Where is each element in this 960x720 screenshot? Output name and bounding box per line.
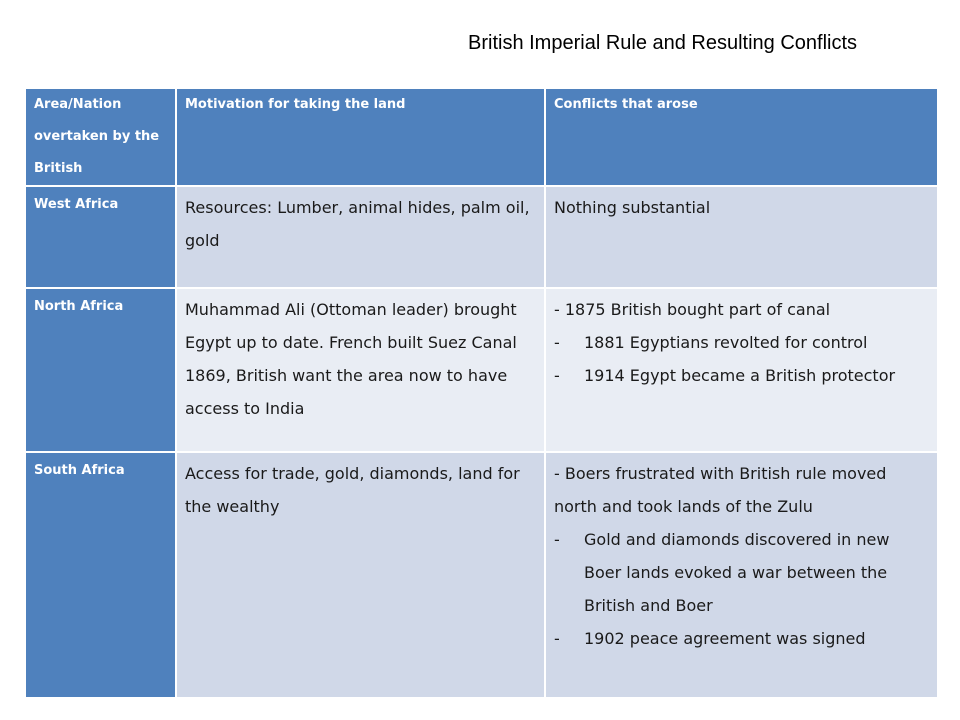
- conflict-item: Nothing substantial: [554, 198, 711, 217]
- conflict-item: - Gold and diamonds discovered in new Boer lands evoked a war between the British and Boer: [554, 523, 929, 622]
- conflict-item: - 1875 British bought part of canal: [554, 300, 831, 319]
- area-cell: North Africa: [25, 288, 176, 452]
- conflicts-cell: [545, 186, 938, 288]
- area-cell: West Africa: [25, 186, 176, 288]
- conflicts-cell: [545, 452, 938, 698]
- conflict-item: - 1881 Egyptians revolted for control: [554, 326, 929, 359]
- conflict-item: - Boers frustrated with British rule moved north and took lands of the Zulu: [554, 464, 887, 516]
- slide-title: British Imperial Rule and Resulting Conflicts: [468, 32, 858, 54]
- header-motivation: Motivation for taking the land: [176, 88, 545, 186]
- area-cell: South Africa: [25, 452, 176, 698]
- conflicts-cell: [545, 288, 938, 452]
- header-conflicts: Conflicts that arose: [545, 88, 938, 186]
- table-row-south-africa: [25, 452, 938, 698]
- conflict-item: - 1914 Egypt became a British protector: [554, 359, 929, 392]
- imperial-rule-table: [24, 87, 939, 699]
- table-row-north-africa: [25, 288, 938, 452]
- table-header-row: [25, 88, 938, 186]
- header-area: Area/Nation overtaken by the British: [25, 88, 176, 186]
- table-row-west-africa: [25, 186, 938, 288]
- motivation-cell: Muhammad Ali (Ottoman leader) brought Egypt up to date. French built Suez Canal 1869, British want the area now to have access to India: [176, 288, 545, 452]
- motivation-cell: Resources: Lumber, animal hides, palm oil, gold: [176, 186, 545, 288]
- motivation-cell: Access for trade, gold, diamonds, land for the wealthy: [176, 452, 545, 698]
- conflict-item: - 1902 peace agreement was signed: [554, 622, 929, 655]
